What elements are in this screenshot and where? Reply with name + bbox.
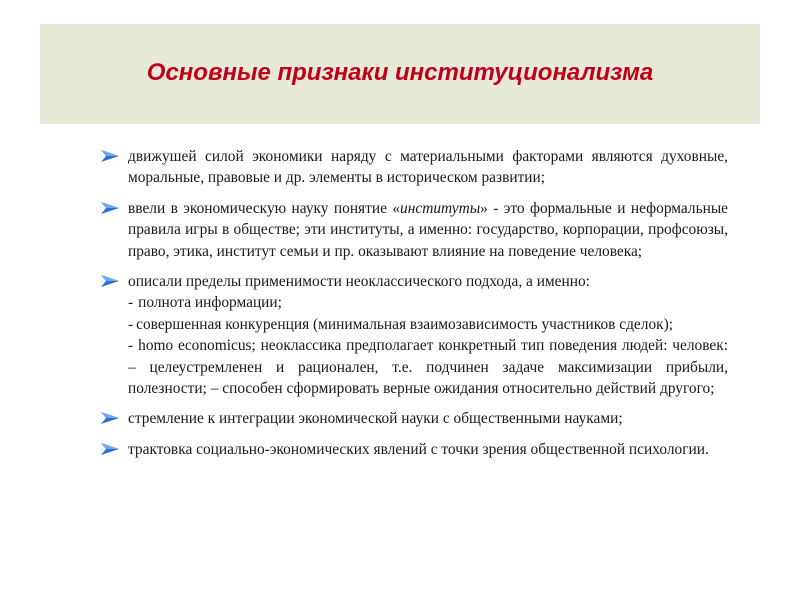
sub-item-dash: - bbox=[128, 294, 134, 312]
list-item-text: трактовка социально-экономических явлений с точки зрения общественной психологии. bbox=[128, 440, 709, 458]
bullet-list bbox=[100, 146, 728, 469]
list-item bbox=[100, 198, 728, 262]
page-title: Основные признаки институционализма bbox=[146, 59, 654, 86]
list-item bbox=[100, 271, 728, 399]
list-item bbox=[100, 146, 728, 189]
arrow-bullet-icon bbox=[100, 274, 120, 288]
list-item-text-after: » - это формальные и неформальные правила игры в обществе; эти институты, а именно: государство, корпорации, профсоюзы, право, этика, институт семьи и пр. оказывают влияние на поведение человека; bbox=[128, 199, 728, 260]
list-item-text: стремление к интеграции экономической науки с общественными науками; bbox=[128, 410, 623, 428]
arrow-bullet-icon bbox=[100, 201, 120, 215]
list-item-text: движушей силой экономики наряду с материальными факторами являются духовные, моральные, правовые и др. элементы в историческом развитии; bbox=[128, 148, 728, 187]
arrow-bullet-icon bbox=[100, 149, 120, 163]
sub-item-text: совершенная конкуренция (минимальная взаимозависимость участников сделок); bbox=[136, 315, 674, 333]
title-band bbox=[40, 24, 760, 124]
sub-item-text: полнота информации; bbox=[138, 294, 282, 312]
sub-item bbox=[128, 314, 728, 335]
sub-item bbox=[128, 292, 728, 313]
list-item-italic-term: институты bbox=[400, 199, 481, 217]
sub-item-dash: - bbox=[128, 337, 134, 355]
list-item bbox=[100, 408, 728, 429]
list-item-text: описали пределы применимости неоклассического подхода, а именно: bbox=[128, 273, 590, 291]
sub-item-text: homo economicus; неоклассика предполагает конкретный тип поведения людей: человек: – целеустремленен и рационален, т.е. подчинен задаче максимизации прибыли, полезности; – способен сформировать верные ожидания относительно действий другого; bbox=[128, 337, 728, 398]
arrow-bullet-icon bbox=[100, 411, 120, 425]
list-item bbox=[100, 439, 728, 460]
sub-item-dash: - bbox=[128, 315, 134, 333]
sub-item bbox=[128, 335, 728, 399]
list-item-text-before: ввели в экономическую науку понятие « bbox=[128, 199, 401, 217]
arrow-bullet-icon bbox=[100, 442, 120, 456]
